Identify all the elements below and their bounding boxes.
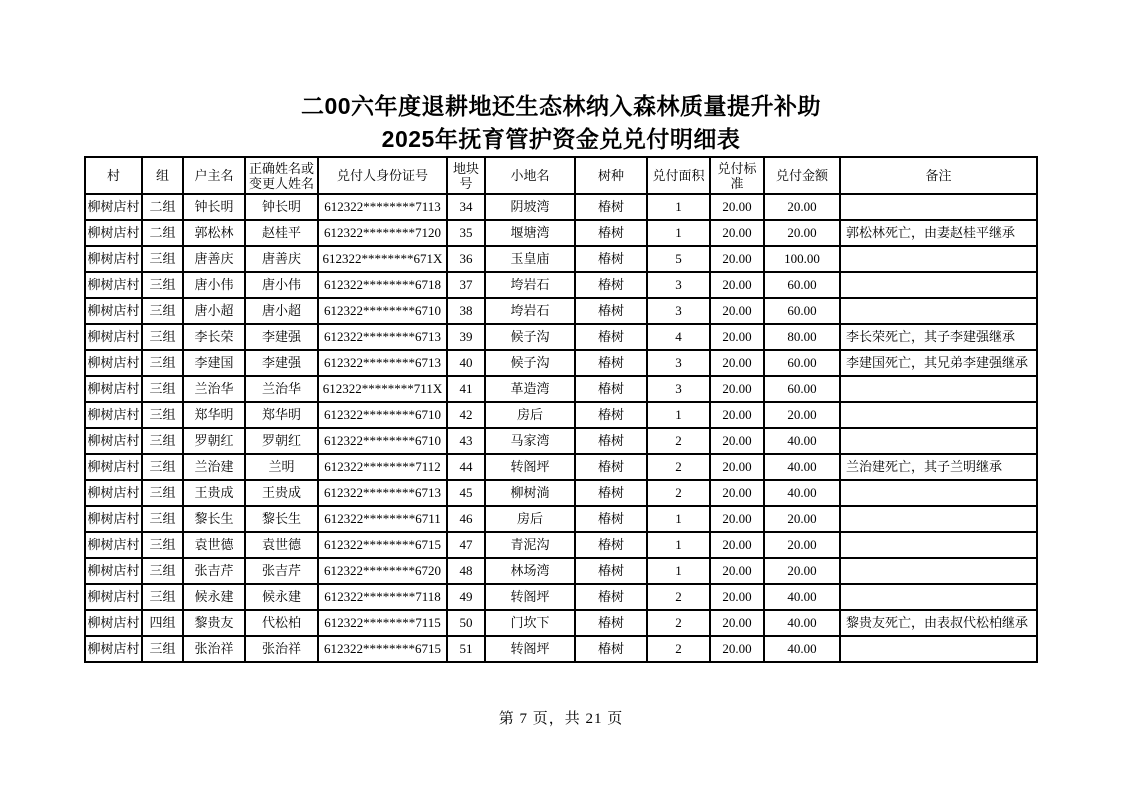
cell-payment-standard: 20.00 xyxy=(710,324,764,350)
cell-corrected-name: 候永建 xyxy=(245,584,318,610)
cell-village: 柳树店村 xyxy=(85,584,142,610)
cell-corrected-name: 李建强 xyxy=(245,350,318,376)
cell-id-number: 612322********6715 xyxy=(318,532,447,558)
cell-corrected-name: 王贵成 xyxy=(245,480,318,506)
cell-tree-species: 椿树 xyxy=(575,532,647,558)
cell-place-name: 垮岩石 xyxy=(485,272,575,298)
cell-plot-number: 47 xyxy=(447,532,485,558)
payment-detail-table xyxy=(84,156,1038,663)
cell-remarks xyxy=(840,402,1037,428)
cell-payment-area: 1 xyxy=(647,506,710,532)
cell-payment-area: 4 xyxy=(647,324,710,350)
cell-corrected-name: 黎长生 xyxy=(245,506,318,532)
cell-id-number: 612322********6713 xyxy=(318,324,447,350)
cell-place-name: 转阁坪 xyxy=(485,454,575,480)
cell-id-number: 612322********6720 xyxy=(318,558,447,584)
cell-payment-standard: 20.00 xyxy=(710,636,764,662)
cell-village: 柳树店村 xyxy=(85,376,142,402)
cell-id-number: 612322********6711 xyxy=(318,506,447,532)
document-title xyxy=(0,0,1122,156)
table-row xyxy=(85,610,1037,636)
cell-tree-species: 椿树 xyxy=(575,454,647,480)
cell-place-name: 林场湾 xyxy=(485,558,575,584)
cell-payment-amount: 60.00 xyxy=(764,298,840,324)
cell-place-name: 玉皇庙 xyxy=(485,246,575,272)
cell-group: 三组 xyxy=(142,428,183,454)
cell-place-name: 房后 xyxy=(485,506,575,532)
cell-remarks xyxy=(840,272,1037,298)
cell-payment-amount: 20.00 xyxy=(764,402,840,428)
cell-payment-amount: 20.00 xyxy=(764,532,840,558)
cell-corrected-name: 兰明 xyxy=(245,454,318,480)
cell-id-number: 612322********7112 xyxy=(318,454,447,480)
cell-payment-standard: 20.00 xyxy=(710,376,764,402)
cell-group: 三组 xyxy=(142,402,183,428)
cell-corrected-name: 唐小伟 xyxy=(245,272,318,298)
cell-payment-amount: 40.00 xyxy=(764,610,840,636)
document-title-line2: 2025年抚育管护资金兑兑付明细表 xyxy=(381,126,741,152)
cell-group: 三组 xyxy=(142,376,183,402)
cell-corrected-name: 唐善庆 xyxy=(245,246,318,272)
cell-remarks xyxy=(840,480,1037,506)
table-row xyxy=(85,532,1037,558)
cell-remarks xyxy=(840,194,1037,220)
cell-remarks: 李建国死亡，其兄弟李建强继承 xyxy=(840,350,1037,376)
cell-corrected-name: 兰治华 xyxy=(245,376,318,402)
cell-place-name: 垮岩石 xyxy=(485,298,575,324)
cell-id-number: 612322********6713 xyxy=(318,350,447,376)
cell-payment-area: 2 xyxy=(647,636,710,662)
cell-payment-area: 2 xyxy=(647,610,710,636)
cell-village: 柳树店村 xyxy=(85,532,142,558)
cell-id-number: 612322********6718 xyxy=(318,272,447,298)
cell-plot-number: 46 xyxy=(447,506,485,532)
cell-plot-number: 34 xyxy=(447,194,485,220)
cell-payment-amount: 20.00 xyxy=(764,194,840,220)
cell-village: 柳树店村 xyxy=(85,324,142,350)
cell-payment-area: 5 xyxy=(647,246,710,272)
cell-householder-name: 罗朝红 xyxy=(183,428,245,454)
cell-plot-number: 50 xyxy=(447,610,485,636)
cell-village: 柳树店村 xyxy=(85,506,142,532)
cell-payment-amount: 80.00 xyxy=(764,324,840,350)
cell-payment-amount: 60.00 xyxy=(764,350,840,376)
cell-group: 三组 xyxy=(142,246,183,272)
cell-payment-amount: 60.00 xyxy=(764,376,840,402)
cell-payment-standard: 20.00 xyxy=(710,402,764,428)
cell-payment-standard: 20.00 xyxy=(710,506,764,532)
cell-village: 柳树店村 xyxy=(85,480,142,506)
cell-place-name: 候子沟 xyxy=(485,350,575,376)
cell-corrected-name: 张治祥 xyxy=(245,636,318,662)
cell-remarks xyxy=(840,428,1037,454)
cell-payment-area: 2 xyxy=(647,428,710,454)
cell-id-number: 612322********6715 xyxy=(318,636,447,662)
cell-payment-area: 1 xyxy=(647,558,710,584)
cell-payment-standard: 20.00 xyxy=(710,220,764,246)
cell-remarks: 郭松林死亡，由妻赵桂平继承 xyxy=(840,220,1037,246)
cell-payment-standard: 20.00 xyxy=(710,610,764,636)
cell-plot-number: 37 xyxy=(447,272,485,298)
cell-place-name: 柳树淌 xyxy=(485,480,575,506)
cell-tree-species: 椿树 xyxy=(575,350,647,376)
cell-plot-number: 42 xyxy=(447,402,485,428)
cell-householder-name: 钟长明 xyxy=(183,194,245,220)
header-corrected-name: 正确姓名或变更人姓名 xyxy=(245,157,318,194)
cell-corrected-name: 钟长明 xyxy=(245,194,318,220)
cell-remarks xyxy=(840,246,1037,272)
table-row xyxy=(85,324,1037,350)
cell-id-number: 612322********711X xyxy=(318,376,447,402)
cell-householder-name: 张吉芹 xyxy=(183,558,245,584)
cell-tree-species: 椿树 xyxy=(575,428,647,454)
cell-group: 三组 xyxy=(142,350,183,376)
cell-plot-number: 51 xyxy=(447,636,485,662)
table-row xyxy=(85,584,1037,610)
cell-place-name: 候子沟 xyxy=(485,324,575,350)
cell-corrected-name: 唐小超 xyxy=(245,298,318,324)
cell-payment-area: 2 xyxy=(647,454,710,480)
cell-village: 柳树店村 xyxy=(85,558,142,584)
cell-householder-name: 李长荣 xyxy=(183,324,245,350)
cell-id-number: 612322********6710 xyxy=(318,402,447,428)
cell-householder-name: 李建国 xyxy=(183,350,245,376)
table-row xyxy=(85,194,1037,220)
header-id-number: 兑付人身份证号 xyxy=(318,157,447,194)
cell-id-number: 612322********7120 xyxy=(318,220,447,246)
cell-plot-number: 40 xyxy=(447,350,485,376)
cell-corrected-name: 郑华明 xyxy=(245,402,318,428)
cell-group: 三组 xyxy=(142,506,183,532)
header-place-name: 小地名 xyxy=(485,157,575,194)
header-plot-number: 地块号 xyxy=(447,157,485,194)
header-remarks: 备注 xyxy=(840,157,1037,194)
cell-tree-species: 椿树 xyxy=(575,584,647,610)
table-body xyxy=(85,194,1037,662)
cell-payment-standard: 20.00 xyxy=(710,454,764,480)
cell-corrected-name: 罗朝红 xyxy=(245,428,318,454)
cell-payment-area: 3 xyxy=(647,298,710,324)
cell-payment-area: 2 xyxy=(647,480,710,506)
cell-payment-amount: 20.00 xyxy=(764,558,840,584)
cell-payment-area: 3 xyxy=(647,376,710,402)
cell-place-name: 门坎下 xyxy=(485,610,575,636)
table-row xyxy=(85,558,1037,584)
cell-plot-number: 45 xyxy=(447,480,485,506)
cell-tree-species: 椿树 xyxy=(575,636,647,662)
cell-plot-number: 41 xyxy=(447,376,485,402)
cell-corrected-name: 赵桂平 xyxy=(245,220,318,246)
cell-corrected-name: 张吉芹 xyxy=(245,558,318,584)
cell-payment-amount: 60.00 xyxy=(764,272,840,298)
cell-householder-name: 王贵成 xyxy=(183,480,245,506)
cell-id-number: 612322********7113 xyxy=(318,194,447,220)
cell-village: 柳树店村 xyxy=(85,272,142,298)
cell-remarks: 兰治建死亡，其子兰明继承 xyxy=(840,454,1037,480)
cell-tree-species: 椿树 xyxy=(575,298,647,324)
cell-payment-standard: 20.00 xyxy=(710,246,764,272)
cell-payment-standard: 20.00 xyxy=(710,558,764,584)
cell-tree-species: 椿树 xyxy=(575,324,647,350)
cell-place-name: 青泥沟 xyxy=(485,532,575,558)
cell-tree-species: 椿树 xyxy=(575,220,647,246)
cell-plot-number: 38 xyxy=(447,298,485,324)
cell-plot-number: 44 xyxy=(447,454,485,480)
cell-place-name: 阴坡湾 xyxy=(485,194,575,220)
cell-group: 四组 xyxy=(142,610,183,636)
cell-group: 三组 xyxy=(142,324,183,350)
cell-householder-name: 唐善庆 xyxy=(183,246,245,272)
cell-payment-standard: 20.00 xyxy=(710,272,764,298)
cell-payment-area: 1 xyxy=(647,402,710,428)
cell-id-number: 612322********6713 xyxy=(318,480,447,506)
cell-remarks xyxy=(840,584,1037,610)
cell-group: 三组 xyxy=(142,272,183,298)
cell-payment-amount: 40.00 xyxy=(764,480,840,506)
cell-payment-amount: 40.00 xyxy=(764,428,840,454)
table-row xyxy=(85,272,1037,298)
cell-payment-area: 1 xyxy=(647,220,710,246)
cell-plot-number: 36 xyxy=(447,246,485,272)
cell-remarks xyxy=(840,558,1037,584)
cell-corrected-name: 袁世德 xyxy=(245,532,318,558)
cell-village: 柳树店村 xyxy=(85,298,142,324)
cell-tree-species: 椿树 xyxy=(575,402,647,428)
table-row xyxy=(85,506,1037,532)
cell-tree-species: 椿树 xyxy=(575,194,647,220)
cell-tree-species: 椿树 xyxy=(575,246,647,272)
cell-plot-number: 35 xyxy=(447,220,485,246)
cell-tree-species: 椿树 xyxy=(575,558,647,584)
table-row xyxy=(85,350,1037,376)
table-row xyxy=(85,402,1037,428)
cell-village: 柳树店村 xyxy=(85,220,142,246)
header-village: 村 xyxy=(85,157,142,194)
cell-village: 柳树店村 xyxy=(85,402,142,428)
cell-group: 三组 xyxy=(142,532,183,558)
cell-remarks xyxy=(840,636,1037,662)
table-row xyxy=(85,636,1037,662)
cell-corrected-name: 李建强 xyxy=(245,324,318,350)
cell-tree-species: 椿树 xyxy=(575,480,647,506)
table-header xyxy=(85,157,1037,194)
table-row xyxy=(85,376,1037,402)
cell-village: 柳树店村 xyxy=(85,428,142,454)
cell-plot-number: 49 xyxy=(447,584,485,610)
cell-remarks: 黎贵友死亡，由表叔代松柏继承 xyxy=(840,610,1037,636)
cell-id-number: 612322********7118 xyxy=(318,584,447,610)
cell-remarks xyxy=(840,298,1037,324)
cell-plot-number: 43 xyxy=(447,428,485,454)
cell-group: 三组 xyxy=(142,636,183,662)
cell-place-name: 房后 xyxy=(485,402,575,428)
table-row xyxy=(85,454,1037,480)
cell-corrected-name: 代松柏 xyxy=(245,610,318,636)
cell-payment-standard: 20.00 xyxy=(710,194,764,220)
cell-village: 柳树店村 xyxy=(85,194,142,220)
cell-householder-name: 唐小伟 xyxy=(183,272,245,298)
cell-payment-area: 2 xyxy=(647,584,710,610)
cell-payment-standard: 20.00 xyxy=(710,584,764,610)
cell-payment-area: 1 xyxy=(647,194,710,220)
cell-payment-amount: 100.00 xyxy=(764,246,840,272)
cell-payment-area: 3 xyxy=(647,350,710,376)
cell-payment-standard: 20.00 xyxy=(710,350,764,376)
cell-payment-standard: 20.00 xyxy=(710,298,764,324)
header-householder-name: 户主名 xyxy=(183,157,245,194)
cell-group: 二组 xyxy=(142,220,183,246)
cell-village: 柳树店村 xyxy=(85,454,142,480)
cell-group: 三组 xyxy=(142,558,183,584)
cell-plot-number: 48 xyxy=(447,558,485,584)
cell-householder-name: 黎贵友 xyxy=(183,610,245,636)
cell-id-number: 612322********6710 xyxy=(318,298,447,324)
cell-householder-name: 郭松林 xyxy=(183,220,245,246)
document-title-line1: 二00六年度退耕地还生态林纳入森林质量提升补助 xyxy=(300,93,822,119)
header-group: 组 xyxy=(142,157,183,194)
cell-id-number: 612322********671X xyxy=(318,246,447,272)
cell-householder-name: 唐小超 xyxy=(183,298,245,324)
table-row xyxy=(85,428,1037,454)
table-row xyxy=(85,220,1037,246)
cell-payment-area: 1 xyxy=(647,532,710,558)
cell-id-number: 612322********7115 xyxy=(318,610,447,636)
cell-remarks xyxy=(840,506,1037,532)
table-row xyxy=(85,246,1037,272)
cell-group: 三组 xyxy=(142,298,183,324)
cell-householder-name: 郑华明 xyxy=(183,402,245,428)
cell-payment-area: 3 xyxy=(647,272,710,298)
cell-householder-name: 袁世德 xyxy=(183,532,245,558)
table-header-row xyxy=(85,157,1037,194)
cell-payment-amount: 40.00 xyxy=(764,454,840,480)
cell-payment-amount: 20.00 xyxy=(764,506,840,532)
cell-remarks xyxy=(840,532,1037,558)
cell-place-name: 堰塘湾 xyxy=(485,220,575,246)
header-tree-species: 树种 xyxy=(575,157,647,194)
cell-place-name: 转阁坪 xyxy=(485,636,575,662)
cell-tree-species: 椿树 xyxy=(575,610,647,636)
cell-tree-species: 椿树 xyxy=(575,506,647,532)
cell-householder-name: 张治祥 xyxy=(183,636,245,662)
cell-group: 三组 xyxy=(142,584,183,610)
cell-place-name: 转阁坪 xyxy=(485,584,575,610)
cell-householder-name: 兰治建 xyxy=(183,454,245,480)
cell-group: 三组 xyxy=(142,480,183,506)
cell-group: 三组 xyxy=(142,454,183,480)
cell-payment-amount: 40.00 xyxy=(764,636,840,662)
cell-payment-amount: 20.00 xyxy=(764,220,840,246)
cell-householder-name: 候永建 xyxy=(183,584,245,610)
cell-group: 二组 xyxy=(142,194,183,220)
cell-payment-standard: 20.00 xyxy=(710,480,764,506)
page-number: 第 7 页，共 21 页 xyxy=(498,711,624,727)
cell-place-name: 马家湾 xyxy=(485,428,575,454)
cell-village: 柳树店村 xyxy=(85,610,142,636)
cell-tree-species: 椿树 xyxy=(575,376,647,402)
cell-householder-name: 兰治华 xyxy=(183,376,245,402)
cell-village: 柳树店村 xyxy=(85,636,142,662)
cell-village: 柳树店村 xyxy=(85,246,142,272)
header-payment-area: 兑付面积 xyxy=(647,157,710,194)
cell-village: 柳树店村 xyxy=(85,350,142,376)
cell-remarks xyxy=(840,376,1037,402)
cell-id-number: 612322********6710 xyxy=(318,428,447,454)
cell-plot-number: 39 xyxy=(447,324,485,350)
cell-remarks: 李长荣死亡，其子李建强继承 xyxy=(840,324,1037,350)
table-row xyxy=(85,480,1037,506)
cell-payment-standard: 20.00 xyxy=(710,532,764,558)
cell-place-name: 革造湾 xyxy=(485,376,575,402)
table-row xyxy=(85,298,1037,324)
cell-householder-name: 黎长生 xyxy=(183,506,245,532)
header-payment-standard: 兑付标准 xyxy=(710,157,764,194)
cell-payment-standard: 20.00 xyxy=(710,428,764,454)
header-payment-amount: 兑付金额 xyxy=(764,157,840,194)
cell-tree-species: 椿树 xyxy=(575,272,647,298)
cell-payment-amount: 40.00 xyxy=(764,584,840,610)
